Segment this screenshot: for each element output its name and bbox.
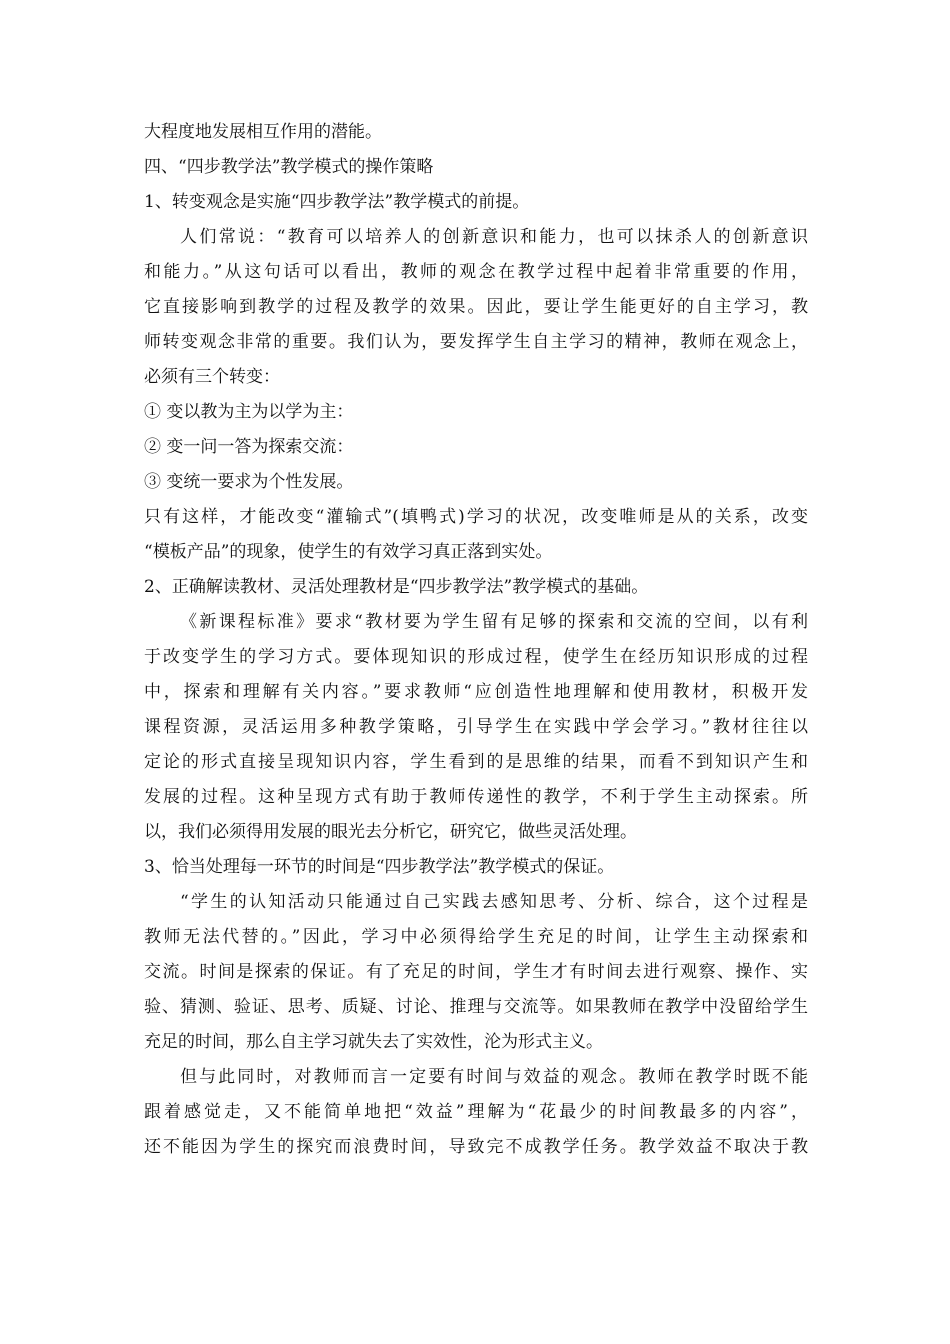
text-line: 还不能因为学生的探究而浪费时间，导致完不成教学任务。教学效益不取决于教 (144, 1137, 808, 1157)
text-line: 人们常说：“教育可以培养人的创新意识和能力，也可以抹杀人的创新意识 (180, 227, 808, 247)
text-line: 师转变观念非常的重要。我们认为，要发挥学生自主学习的精神，教师在观念上， (144, 332, 808, 352)
text-line: ① 变以教为主为以学为主： (144, 402, 354, 422)
text-line: 定论的形式直接呈现知识内容，学生看到的是思维的结果，而看不到知识产生和 (144, 752, 808, 772)
text-line: 中，探索和理解有关内容。”要求教师“应创造性地理解和使用教材，积极开发 (144, 682, 808, 702)
text-line: 它直接影响到教学的过程及教学的效果。因此，要让学生能更好的自主学习，教 (144, 297, 808, 317)
text-line: 验、猜测、验证、思考、质疑、讨论、推理与交流等。如果教师在教学中没留给学生 (144, 997, 808, 1017)
text-line: ③ 变统一要求为个性发展。 (144, 472, 354, 492)
text-line: “模板产品”的现象，使学生的有效学习真正落到实处。 (144, 542, 553, 562)
text-line: 1、转变观念是实施“四步教学法”教学模式的前提。 (144, 192, 530, 212)
text-line: 但与此同时，对教师而言一定要有时间与效益的观念。教师在教学时既不能 (180, 1067, 808, 1087)
text-line: 发展的过程。这种呈现方式有助于教师传递性的教学，不利于学生主动探索。所 (144, 787, 808, 807)
text-line: 2、正确解读教材、灵活处理教材是“四步教学法”教学模式的基础。 (144, 577, 649, 597)
text-line: 教师无法代替的。”因此，学习中必须得给学生充足的时间，让学生主动探索和 (144, 927, 808, 947)
text-line: 以，我们必须得用发展的眼光去分析它，研究它，做些灵活处理。 (144, 822, 637, 842)
text-line: 充足的时间，那么自主学习就失去了实效性，沦为形式主义。 (144, 1032, 603, 1052)
text-line: 课程资源，灵活运用多种教学策略，引导学生在实践中学会学习。”教材往往以 (144, 717, 808, 737)
text-line: 交流。时间是探索的保证。有了充足的时间，学生才有时间去进行观察、操作、实 (144, 962, 808, 982)
text-line: 只有这样，才能改变“灌输式”(填鸭式)学习的状况，改变唯师是从的关系，改变 (144, 507, 808, 527)
text-line: 3、恰当处理每一环节的时间是“四步教学法”教学模式的保证。 (144, 857, 615, 877)
document-body (144, 115, 808, 1165)
text-line: 和能力。”从这句话可以看出，教师的观念在教学过程中起着非常重要的作用， (144, 262, 808, 282)
text-line: 于改变学生的学习方式。要体现知识的形成过程，使学生在经历知识形成的过程 (144, 647, 808, 667)
text-line: 必须有三个转变： (144, 367, 280, 387)
text-line: ② 变一问一答为探索交流： (144, 437, 354, 457)
text-line: 四、“四步教学法”教学模式的操作策略 (144, 157, 434, 177)
text-line: 《新课程标准》要求“教材要为学生留有足够的探索和交流的空间，以有利 (180, 612, 808, 632)
text-line: “学生的认知活动只能通过自己实践去感知思考、分析、综合，这个过程是 (180, 892, 808, 912)
text-line: 跟着感觉走，又不能简单地把“效益”理解为“花最少的时间教最多的内容”， (144, 1102, 808, 1122)
text-line: 大程度地发展相互作用的潜能。 (144, 122, 382, 142)
